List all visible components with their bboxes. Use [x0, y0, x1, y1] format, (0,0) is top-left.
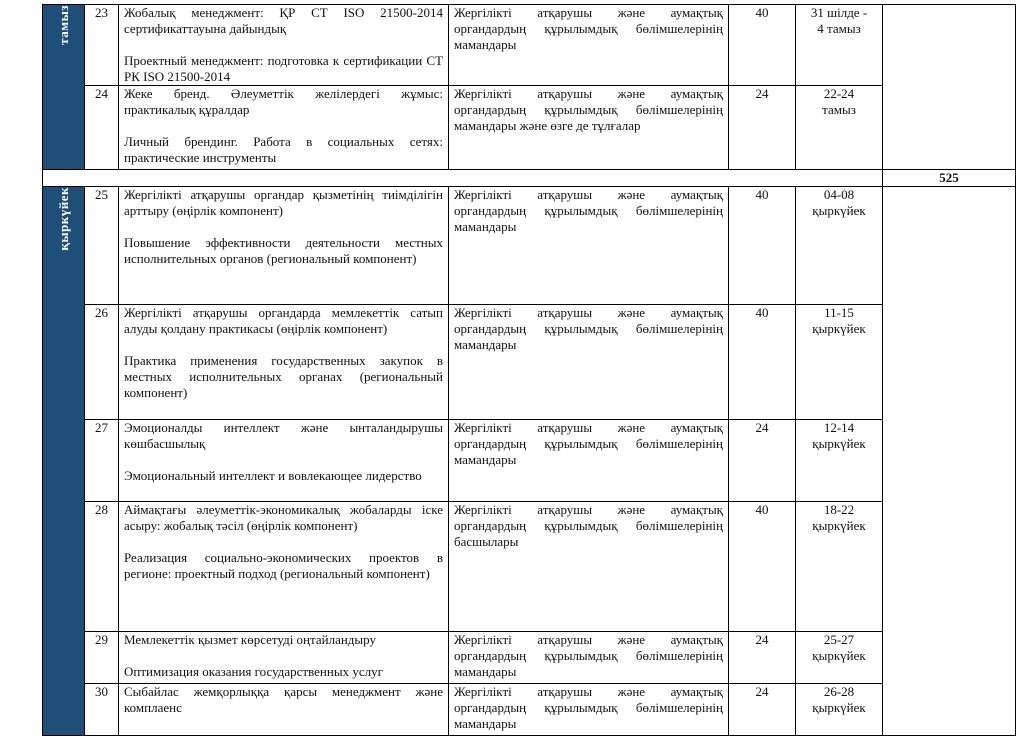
table-row [43, 502, 1016, 632]
topic-ru: Практика применения государственных закупок в местных исполнительных органах (региональный компонент) [124, 353, 443, 400]
target-audience: Жергілікті атқарушы және аумақтық органдардың құрылымдық бөлімшелерінің мамандары [449, 684, 729, 736]
table-row [43, 187, 1016, 305]
course-topic [119, 305, 449, 420]
course-topic [119, 684, 449, 736]
topic-kz: Мемлекеттік қызмет көрсетуді оңтайландыру [124, 632, 376, 647]
table-row [43, 684, 1016, 736]
table-row [43, 632, 1016, 684]
target-audience: Жергілікті атқарушы және аумақтық органдардың құрылымдық бөлімшелерінің басшылары [449, 502, 729, 632]
date-line-1: 31 шілде - [810, 5, 868, 20]
course-dates [796, 187, 883, 305]
total-row-spacer [43, 170, 883, 187]
course-topic [119, 420, 449, 502]
target-audience: Жергілікті атқарушы және аумақтық органдардың құрылымдық бөлімшелерінің мамандары [449, 187, 729, 305]
course-topic [119, 632, 449, 684]
date-line-2: қыркүйек [812, 436, 866, 451]
row-number: 25 [85, 187, 119, 305]
course-topic [119, 86, 449, 170]
row-number: 30 [85, 684, 119, 736]
target-audience: Жергілікті атқарушы және аумақтық органдардың құрылымдық бөлімшелерінің мамандары [449, 305, 729, 420]
topic-ru: Оптимизация оказания государственных услуг [124, 664, 383, 679]
date-line-2: тамыз [822, 102, 856, 117]
total-hours: 525 [883, 170, 1016, 187]
date-line-1: 26-28 [823, 684, 855, 699]
target-audience: Жергілікті атқарушы және аумақтық органдардың құрылымдық бөлімшелерінің мамандары [449, 632, 729, 684]
course-dates [796, 502, 883, 632]
row-number: 29 [85, 632, 119, 684]
course-dates [796, 420, 883, 502]
date-line-1: 25-27 [823, 632, 855, 647]
topic-kz: Аймақтағы әлеуметтік-экономикалық жобаларды іске асыру: жобалық тәсіл (өңірлік компонент) [124, 502, 443, 533]
topic-ru: Реализация социально-экономических проектов в регионе: проектный подход (региональный компонент) [124, 550, 443, 581]
row-number: 24 [85, 86, 119, 170]
row-number: 27 [85, 420, 119, 502]
topic-kz: Жеке бренд. Әлеуметтік желілердегі жұмыс: практикалық құралдар [124, 86, 443, 117]
course-schedule-table [42, 4, 1016, 736]
date-line-2: қыркүйек [812, 648, 866, 663]
date-line-2: 4 тамыз [817, 21, 861, 36]
date-line-2: қыркүйек [812, 700, 866, 715]
date-line-1: 12-14 [823, 420, 855, 435]
course-topic [119, 187, 449, 305]
topic-kz: Жергілікті атқарушы органдар қызметінің тиімділігін арттыру (өңірлік компонент) [124, 187, 443, 218]
hours: 40 [729, 305, 796, 420]
row-number: 23 [85, 5, 119, 86]
course-dates [796, 632, 883, 684]
month-cell-august [43, 5, 85, 170]
row-number: 26 [85, 305, 119, 420]
course-dates [796, 684, 883, 736]
course-dates [796, 305, 883, 420]
hours: 40 [729, 5, 796, 86]
course-topic [119, 5, 449, 86]
topic-ru: Проектный менеджмент: подготовка к сертификации СТ РК ISO 21500-2014 [124, 53, 443, 84]
target-audience: Жергілікті атқарушы және аумақтық органдардың құрылымдық бөлімшелерінің мамандары [449, 420, 729, 502]
row-number: 28 [85, 502, 119, 632]
hours: 40 [729, 502, 796, 632]
hours: 24 [729, 86, 796, 170]
total-cell-empty [883, 5, 1016, 170]
date-line-1: 18-22 [823, 502, 855, 517]
topic-ru: Эмоциональный интеллект и вовлекающее лидерство [124, 468, 422, 483]
date-line-2: қыркүйек [812, 518, 866, 533]
topic-kz: Жергілікті атқарушы органдарда мемлекеттік сатып алуды қолдану практикасы (өңірлік компонент) [124, 305, 443, 336]
date-line-1: 22-24 [823, 86, 855, 101]
course-topic [119, 502, 449, 632]
topic-ru: Повышение эффективности деятельности местных исполнительных органов (региональный компонент) [124, 235, 443, 266]
table-row [43, 5, 1016, 86]
table-row [43, 420, 1016, 502]
date-line-1: 11-15 [824, 305, 854, 320]
total-cell-empty [883, 187, 1016, 736]
hours: 24 [729, 420, 796, 502]
topic-kz: Жобалық менеджмент: ҚР СТ ISO 21500-2014 сертификаттауына дайындық [124, 5, 443, 36]
course-dates [796, 5, 883, 86]
target-audience: Жергілікті атқарушы және аумақтық органдардың құрылымдық бөлімшелерінің мамандары [449, 5, 729, 86]
hours: 24 [729, 684, 796, 736]
topic-ru: Личный брендинг. Работа в социальных сетях: практические инструменты [124, 134, 443, 165]
course-dates [796, 86, 883, 170]
date-line-1: 04-08 [823, 187, 855, 202]
target-audience: Жергілікті атқарушы және аумақтық органдардың құрылымдық бөлімшелерінің мамандары және өзге де тұлғалар [449, 86, 729, 170]
total-row [43, 170, 1016, 187]
date-line-2: қыркүйек [812, 203, 866, 218]
table-row [43, 305, 1016, 420]
date-line-2: қыркүйек [812, 321, 866, 336]
hours: 40 [729, 187, 796, 305]
topic-kz: Эмоционалды интеллект және ынталандырушы көшбасшылық [124, 420, 443, 451]
topic-kz: Сыбайлас жемқорлыққа қарсы менеджмент және комплаенс [124, 684, 443, 715]
table-row [43, 86, 1016, 170]
month-cell-september [43, 187, 85, 736]
month-label: қыркүйек [55, 187, 71, 251]
hours: 24 [729, 632, 796, 684]
month-label: тамыз [55, 5, 71, 45]
